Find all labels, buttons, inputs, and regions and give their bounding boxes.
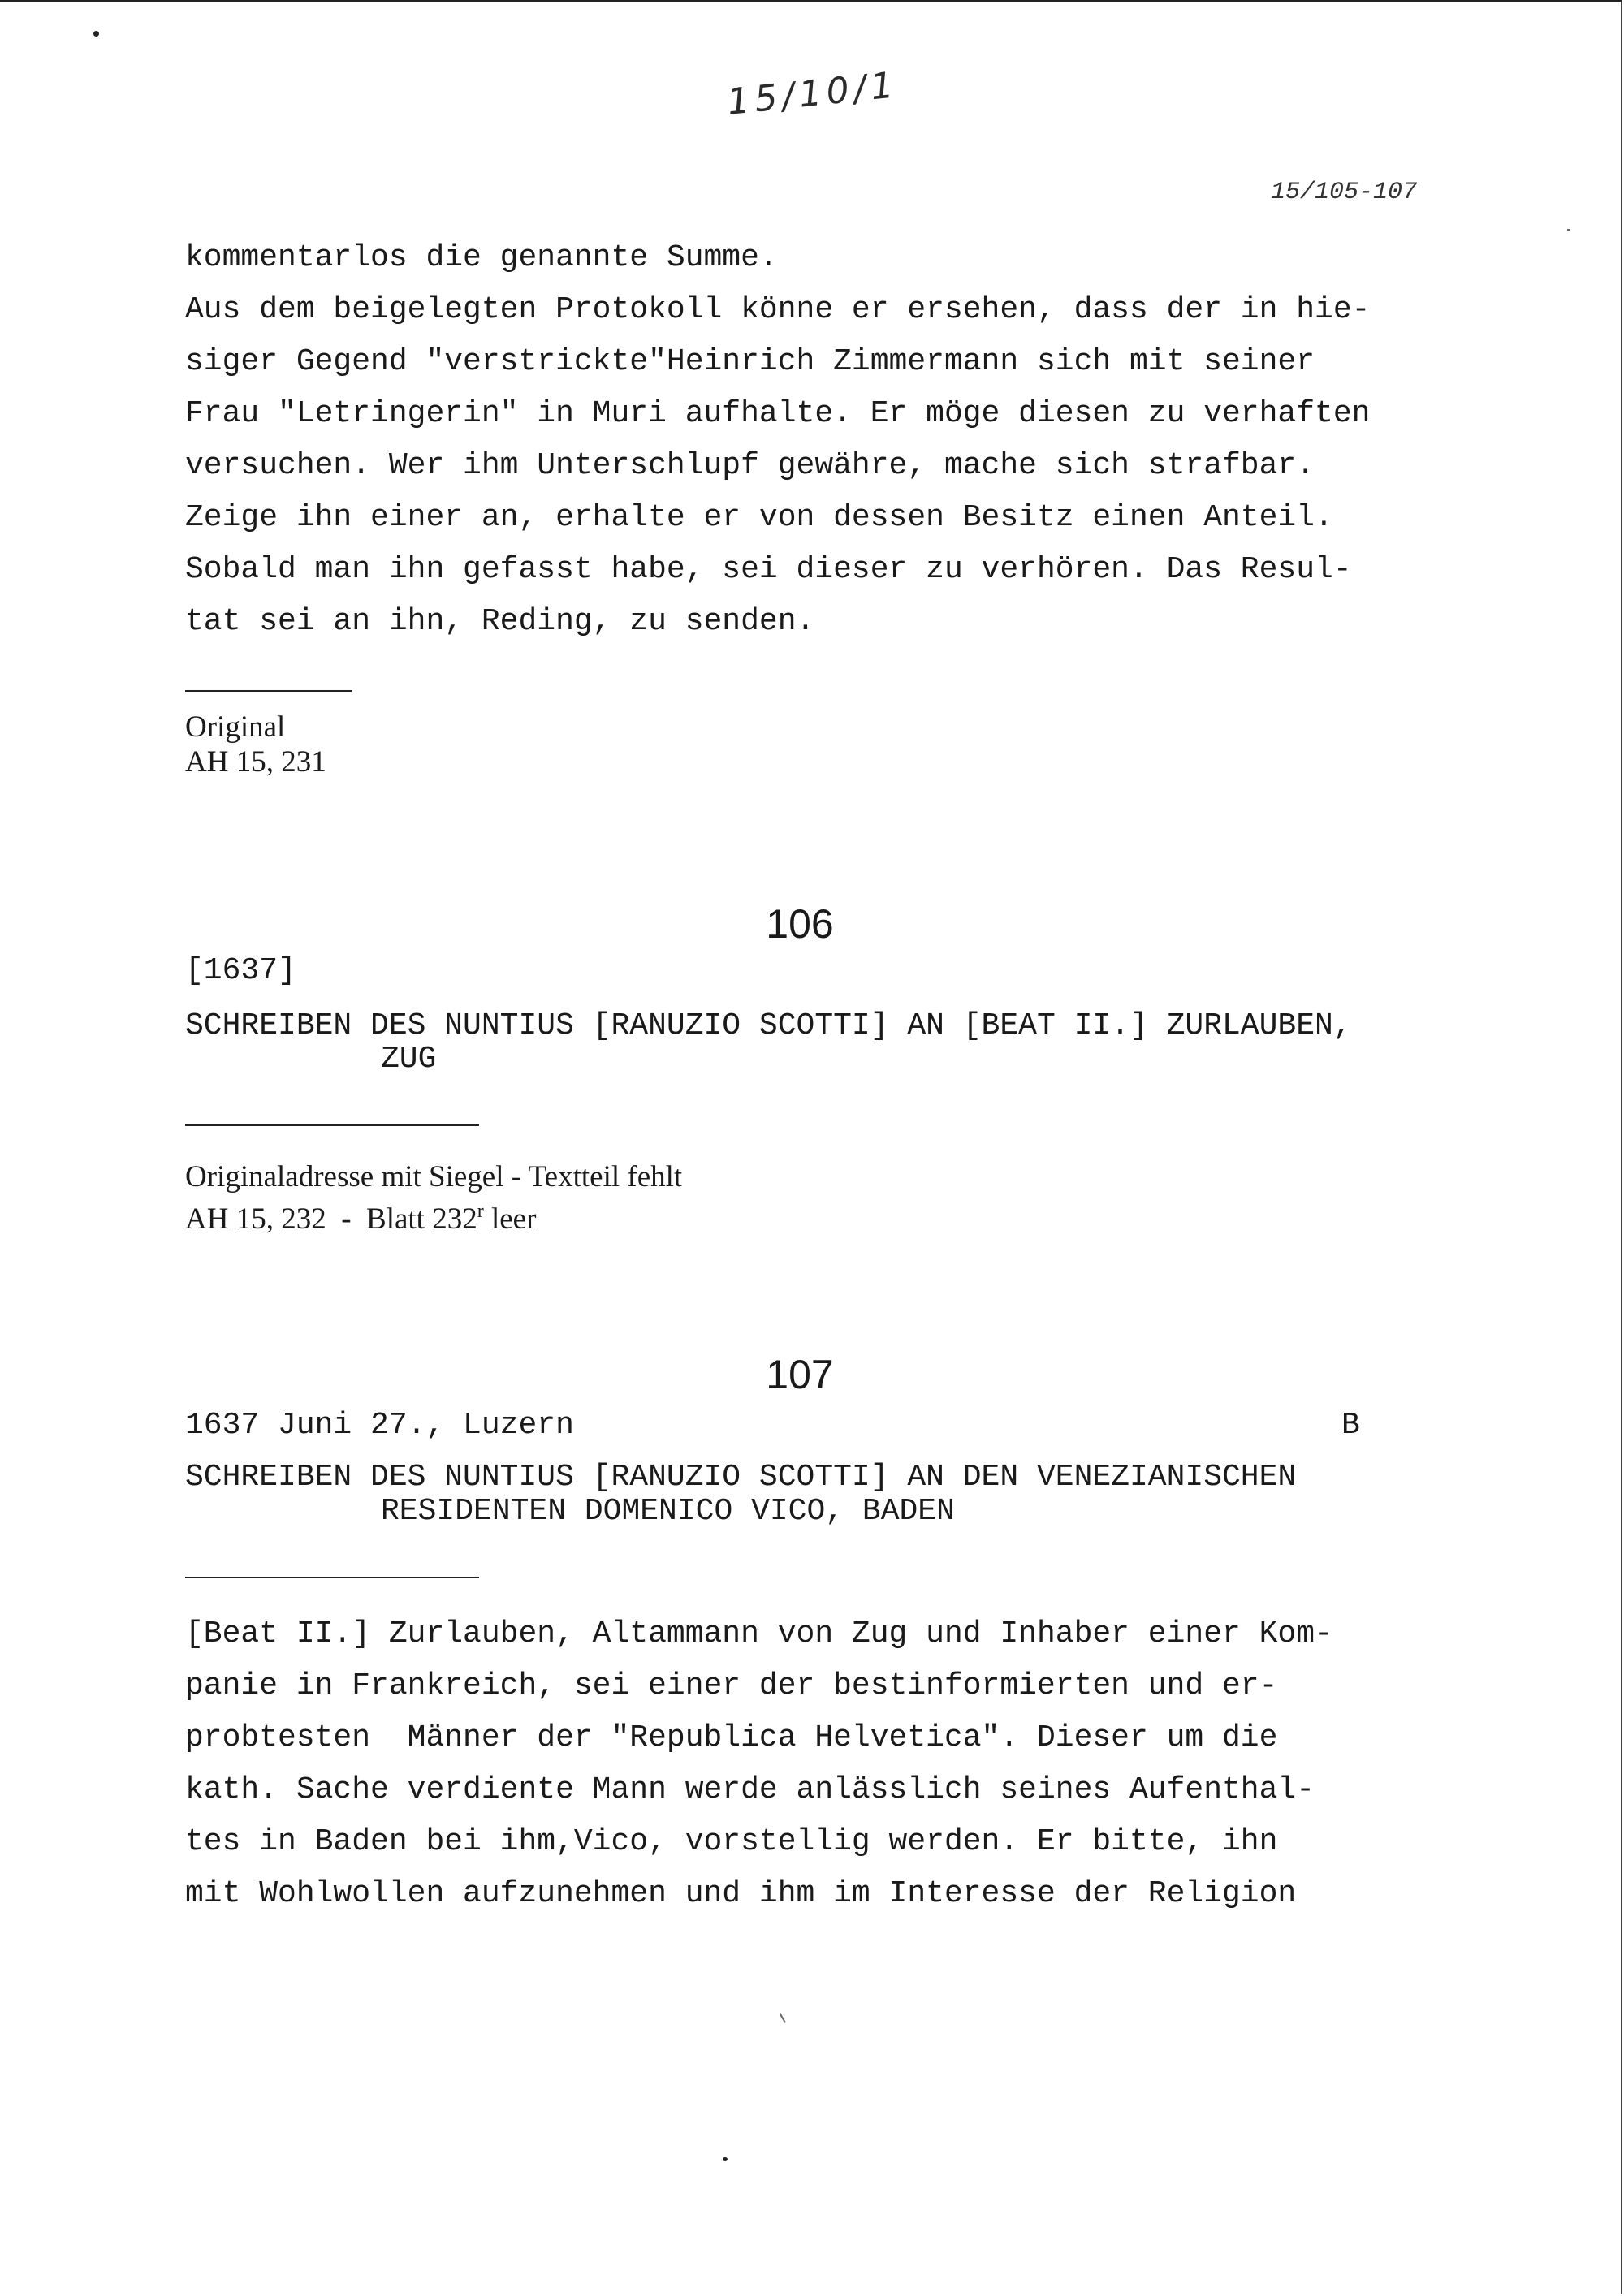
document-mark: B: [1341, 1408, 1360, 1443]
scan-mark: [1567, 229, 1570, 231]
separator-rule: [185, 1124, 479, 1126]
text-line: tes in Baden bei ihm,Vico, vorstellig werden. Er bitte, ihn: [185, 1824, 1278, 1859]
source-note: Originaladresse mit Siegel - Textteil fehlt: [185, 1160, 683, 1193]
document-date-place: 1637 Juni 27., Luzern: [185, 1408, 574, 1443]
separator-rule: [185, 690, 352, 692]
source-note: [185, 1194, 536, 1236]
document-title: SCHREIBEN DES NUNTIUS [RANUZIO SCOTTI] AN [BEAT II.] ZURLAUBEN,: [185, 1008, 1352, 1043]
document-title: SCHREIBEN DES NUNTIUS [RANUZIO SCOTTI] AN DEN VENEZIANISCHEN: [185, 1460, 1297, 1495]
text-line: Zeige ihn einer an, erhalte er von dessen Besitz einen Anteil.: [185, 500, 1333, 535]
document-title: ZUG: [381, 1042, 437, 1077]
text-line: panie in Frankreich, sei einer der bestinformierten und er-: [185, 1668, 1278, 1703]
text-line: Frau "Letringerin" in Muri aufhalte. Er möge diesen zu verhaften: [185, 396, 1371, 431]
source-note-main: AH 15, 232 - Blatt 232: [185, 1202, 477, 1236]
separator-rule: [185, 1577, 479, 1578]
scan-mark: [780, 2013, 786, 2022]
text-line: versuchen. Wer ihm Unterschlupf gewähre, mache sich strafbar.: [185, 448, 1315, 483]
source-note: AH 15, 231: [185, 745, 326, 779]
handwritten-archive-number: 15/10/1: [724, 64, 901, 123]
scan-speck: [93, 31, 99, 37]
source-note-tail: leer: [483, 1202, 537, 1236]
source-note: Original: [185, 710, 286, 744]
text-line: kommentarlos die genannte Summe.: [185, 240, 778, 275]
document-date: [1637]: [185, 953, 296, 988]
scan-speck: [723, 2157, 728, 2161]
text-line: Aus dem beigelegten Protokoll könne er ersehen, dass der in hie-: [185, 292, 1371, 327]
text-line: kath. Sache verdiente Mann werde anlässlich seines Aufenthal-: [185, 1772, 1315, 1807]
document-number: 107: [766, 1352, 834, 1397]
text-line: mit Wohlwollen aufzunehmen und ihm im Interesse der Religion: [185, 1876, 1297, 1911]
superscript-recto: r: [477, 1201, 484, 1222]
text-line: tat sei an ihn, Reding, zu senden.: [185, 604, 815, 639]
page-reference: 15/105-107: [1271, 179, 1418, 206]
text-line: [Beat II.] Zurlauben, Altammann von Zug und Inhaber einer Kom-: [185, 1616, 1333, 1651]
document-number: 106: [766, 901, 834, 947]
text-line: probtesten Männer der "Republica Helvetica". Dieser um die: [185, 1720, 1278, 1755]
text-line: Sobald man ihn gefasst habe, sei dieser zu verhören. Das Resul-: [185, 552, 1352, 587]
text-line: siger Gegend "verstrickte"Heinrich Zimmermann sich mit seiner: [185, 344, 1315, 379]
document-title: RESIDENTEN DOMENICO VICO, BADEN: [381, 1494, 955, 1529]
